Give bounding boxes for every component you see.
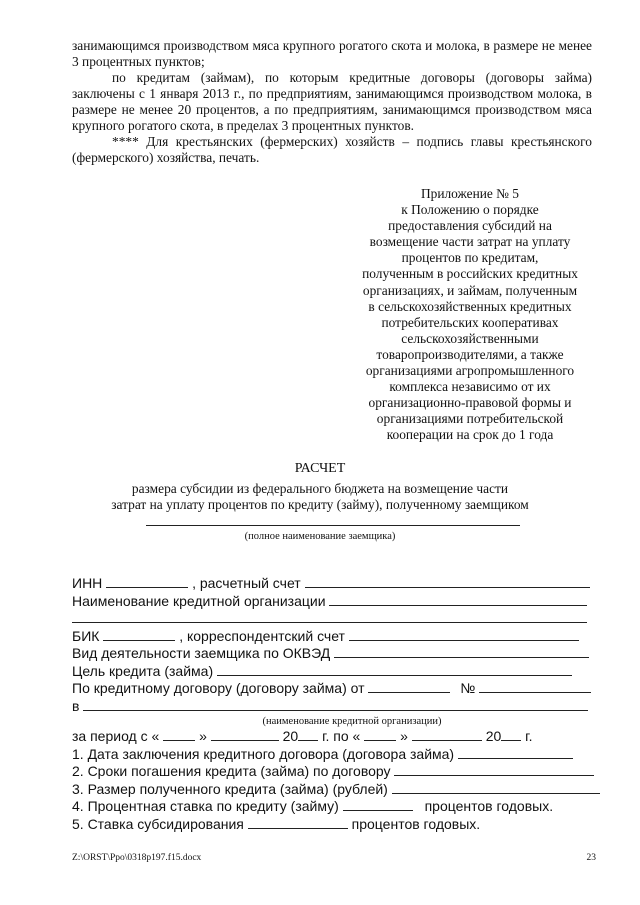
bank-name-label: Наименование кредитной организации — [72, 592, 326, 609]
period-row — [72, 728, 602, 746]
appendix-header — [330, 186, 610, 444]
item-4-label: 4. Процентная ставка по кредиту (займу) — [72, 798, 339, 814]
appendix-line: в сельскохозяйственных кредитных — [368, 298, 572, 314]
contract-number-field[interactable] — [479, 680, 591, 693]
in-label: в — [72, 697, 80, 714]
appendix-line: полученным в российских кредитных — [362, 266, 578, 282]
item-2-field[interactable] — [394, 763, 594, 776]
credit-org-row — [72, 698, 602, 716]
item-5-label: 5. Ставка субсидирования — [72, 815, 244, 832]
appendix-line: организационно-правовой формы и — [368, 395, 572, 411]
credit-org-caption: (наименование кредитной организации) — [262, 716, 442, 727]
form-block — [72, 575, 602, 833]
bank-name-continuation-row — [72, 610, 602, 628]
item-4-suffix: процентов годовых. — [424, 798, 554, 814]
contract-label: По кредитному договору (договору займа) от — [72, 680, 365, 696]
okved-label: Вид деятельности заемщика по ОКВЭД — [72, 645, 331, 661]
intro-paragraph-2: по кредитам (займам), по которым кредитные договоры (договоры займа) заключены с 1 января 2013 г., по предприятиям, занимающимся производством молока, в размере не менее 20 процентов, а по предприятиям, занимающимся производством мяса крупного рогатого скота, в пределах 3 процентных пунктов. — [72, 70, 592, 133]
corr-account-label: , корреспондентский счет — [179, 627, 345, 644]
appendix-line: кооперации на срок до 1 года — [386, 427, 554, 443]
item-2-row — [72, 763, 602, 781]
okved-row — [72, 645, 602, 663]
calc-subtitle-line-2: затрат на уплату процентов по кредиту (займу), полученному заемщиком — [111, 497, 529, 512]
bank-name-row — [72, 593, 602, 611]
period-to-century: 20 — [485, 728, 502, 744]
period-to-month-field[interactable] — [412, 728, 482, 741]
contract-date-field[interactable] — [368, 680, 450, 693]
appendix-line: сельскохозяйственными — [401, 330, 539, 346]
intro-paragraph-3: **** Для крестьянских (фермерских) хозяйств – подпись главы крестьянского (фермерского) хозяйства, печать. — [72, 134, 592, 165]
contract-number-sign: № — [460, 680, 476, 696]
inn-label: ИНН — [72, 575, 103, 591]
account-label: , расчетный счет — [192, 575, 301, 591]
item-1-row — [72, 746, 602, 764]
account-field[interactable] — [305, 575, 590, 588]
inn-row — [72, 575, 602, 593]
item-5-field[interactable] — [248, 816, 348, 829]
appendix-line: товаропроизводителями, а также — [376, 346, 564, 362]
item-1-label: 1. Дата заключения кредитного договора (договора займа) — [72, 745, 455, 762]
item-3-row — [72, 781, 602, 799]
appendix-line: Приложение № 5 — [420, 186, 520, 201]
period-to-close-quote: » — [400, 728, 408, 744]
item-5-row — [72, 816, 602, 834]
purpose-field[interactable] — [217, 663, 572, 676]
appendix-line: процентов по кредитам, — [401, 250, 539, 266]
period-from-close-quote: » — [199, 728, 207, 744]
calc-title: РАСЧЕТ — [294, 461, 346, 476]
item-3-field[interactable] — [392, 781, 600, 794]
borrower-name-caption: (полное наименование заемщика) — [244, 531, 396, 542]
period-to-year-suffix: г. — [525, 728, 533, 744]
period-to-year-field[interactable] — [501, 728, 521, 741]
item-1-field[interactable] — [458, 746, 573, 759]
intro-paragraph-1: занимающимся производством мяса крупного рогатого скота и молока, в размере не менее 3 процентных пунктов; — [72, 38, 592, 69]
appendix-line: к Положению о порядке — [401, 202, 539, 218]
item-3-label: 3. Размер полученного кредита (займа) (рублей) — [72, 780, 388, 797]
purpose-label: Цель кредита (займа) — [72, 662, 214, 679]
appendix-line: организациями потребительской — [376, 411, 564, 427]
period-from-day-field[interactable] — [163, 728, 195, 741]
appendix-line: предоставления субсидий на — [388, 218, 552, 234]
period-to-label: г. по « — [322, 728, 361, 744]
period-from-label: за период с « — [72, 728, 160, 744]
bik-label: БИК — [72, 627, 100, 644]
period-to-day-field[interactable] — [364, 728, 396, 741]
item-4-field[interactable] — [343, 798, 413, 811]
appendix-line: организациями агропромышленного — [365, 363, 575, 379]
footer-file-path: Z:\ORST\Ppo\0318p197.f15.docx — [72, 853, 202, 863]
corr-account-field[interactable] — [349, 628, 579, 641]
period-from-month-field[interactable] — [211, 728, 279, 741]
appendix-line: потребительских кооперативах — [381, 314, 559, 330]
period-from-century: 20 — [282, 728, 299, 744]
bik-field[interactable] — [103, 628, 175, 641]
item-2-label: 2. Сроки погашения кредита (займа) по договору — [72, 763, 391, 779]
borrower-name-line[interactable] — [146, 525, 520, 526]
inn-field[interactable] — [106, 575, 188, 588]
credit-org-field[interactable] — [83, 698, 588, 711]
appendix-line: возмещение части затрат на уплату — [369, 234, 571, 250]
bik-row — [72, 628, 602, 646]
item-5-suffix: процентов годовых. — [351, 815, 481, 832]
bank-name-field[interactable] — [329, 593, 587, 606]
purpose-row — [72, 663, 602, 681]
footer-page-number: 23 — [586, 853, 596, 863]
period-from-year-field[interactable] — [298, 728, 318, 741]
item-4-row — [72, 798, 602, 816]
contract-row — [72, 680, 602, 698]
calc-subtitle-line-1: размера субсидии из федерального бюджета на возмещение части — [131, 481, 509, 496]
bank-name-field-continued[interactable] — [72, 610, 587, 623]
appendix-line: комплекса независимо от их — [389, 379, 551, 395]
appendix-line: организациях, и займам, полученным — [362, 282, 578, 298]
okved-field[interactable] — [334, 645, 589, 658]
